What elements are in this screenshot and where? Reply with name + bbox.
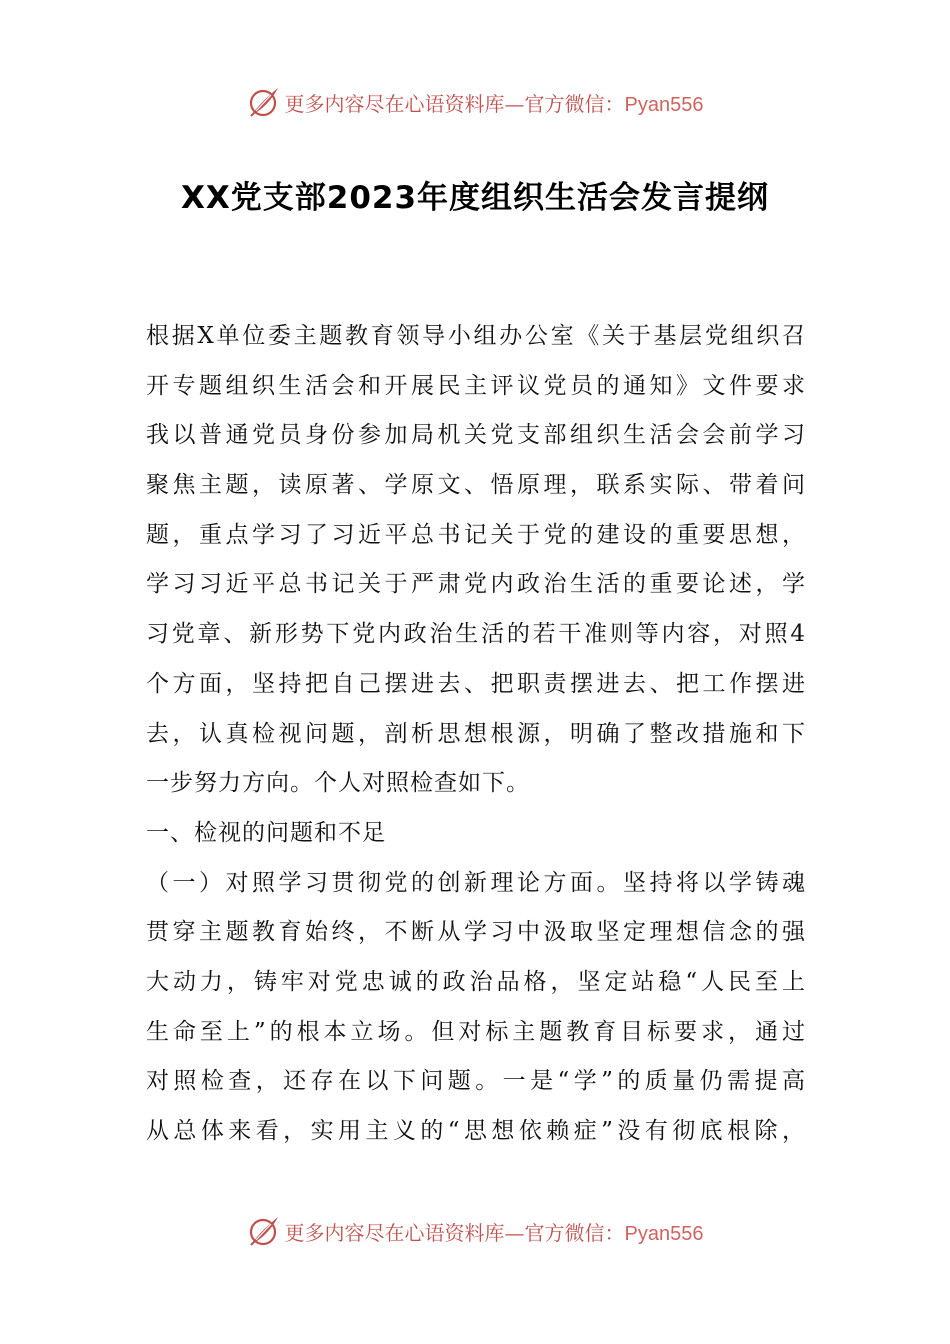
body-text-line: 从总体来看，实用主义的“思想依赖症”没有彻底根除， <box>146 1118 806 1144</box>
body-text-line: 一、检视的问题和不足 <box>146 819 386 846</box>
watermark-handle: Pyan556 <box>624 93 704 116</box>
body-text-line: 大动力，铸牢对党忠诚的政治品格，坚定站稳“人民至上 <box>146 968 806 995</box>
watermark-banner-bottom <box>0 1211 950 1251</box>
watermark-handle: Pyan556 <box>624 1222 704 1245</box>
body-text-line: （一）对照学习贯彻党的创新理论方面。坚持将以学铸魂 <box>146 869 806 896</box>
quill-pen-logo-icon <box>247 85 281 119</box>
quill-pen-logo-icon <box>247 1214 281 1248</box>
body-text-line: 贯穿主题教育始终，不断从学习中汲取坚定理想信念的强 <box>146 919 806 946</box>
body-text-line: 题，重点学习了习近平总书记关于党的建设的重要思想， <box>146 521 806 548</box>
body-text-line: 一步努力方向。个人对照检查如下。 <box>146 770 530 797</box>
body-text-line: 个方面，坚持把自己摆进去、把职责摆进去、把工作摆进 <box>146 670 806 697</box>
body-text-line: 根据X单位委主题教育领导小组办公室《关于基层党组织召 <box>146 323 806 349</box>
watermark-banner-top <box>0 82 950 122</box>
document-body <box>146 312 806 1157</box>
watermark-text: 更多内容尽在心语资料库—官方微信：Pyan556 <box>284 1220 704 1245</box>
body-text-line: 我以普通党员身份参加局机关党支部组织生活会会前学习 <box>146 422 806 449</box>
body-text-line: 聚焦主题，读原著、学原文、悟原理，联系实际、带着问 <box>146 472 806 499</box>
body-text-line: 开专题组织生活会和开展民主评议党员的通知》文件要求 <box>146 372 806 399</box>
body-text-line: 习党章、新形势下党内政治生活的若干准则等内容，对照4 <box>146 621 806 648</box>
body-text-line: 生命至上”的根本立场。但对标主题教育目标要求，通过 <box>146 1018 806 1045</box>
page-title: XX党支部2023年度组织生活会发言提纲 <box>180 180 770 216</box>
watermark-text: 更多内容尽在心语资料库—官方微信：Pyan556 <box>284 91 704 116</box>
body-text-line: 去，认真检视问题，剖析思想根源，明确了整改措施和下 <box>146 720 806 747</box>
body-text-line: 学习习近平总书记关于严肃党内政治生活的重要论述，学 <box>146 571 806 598</box>
body-text-line: 对照检查，还存在以下问题。一是“学”的质量仍需提高 <box>146 1068 806 1095</box>
